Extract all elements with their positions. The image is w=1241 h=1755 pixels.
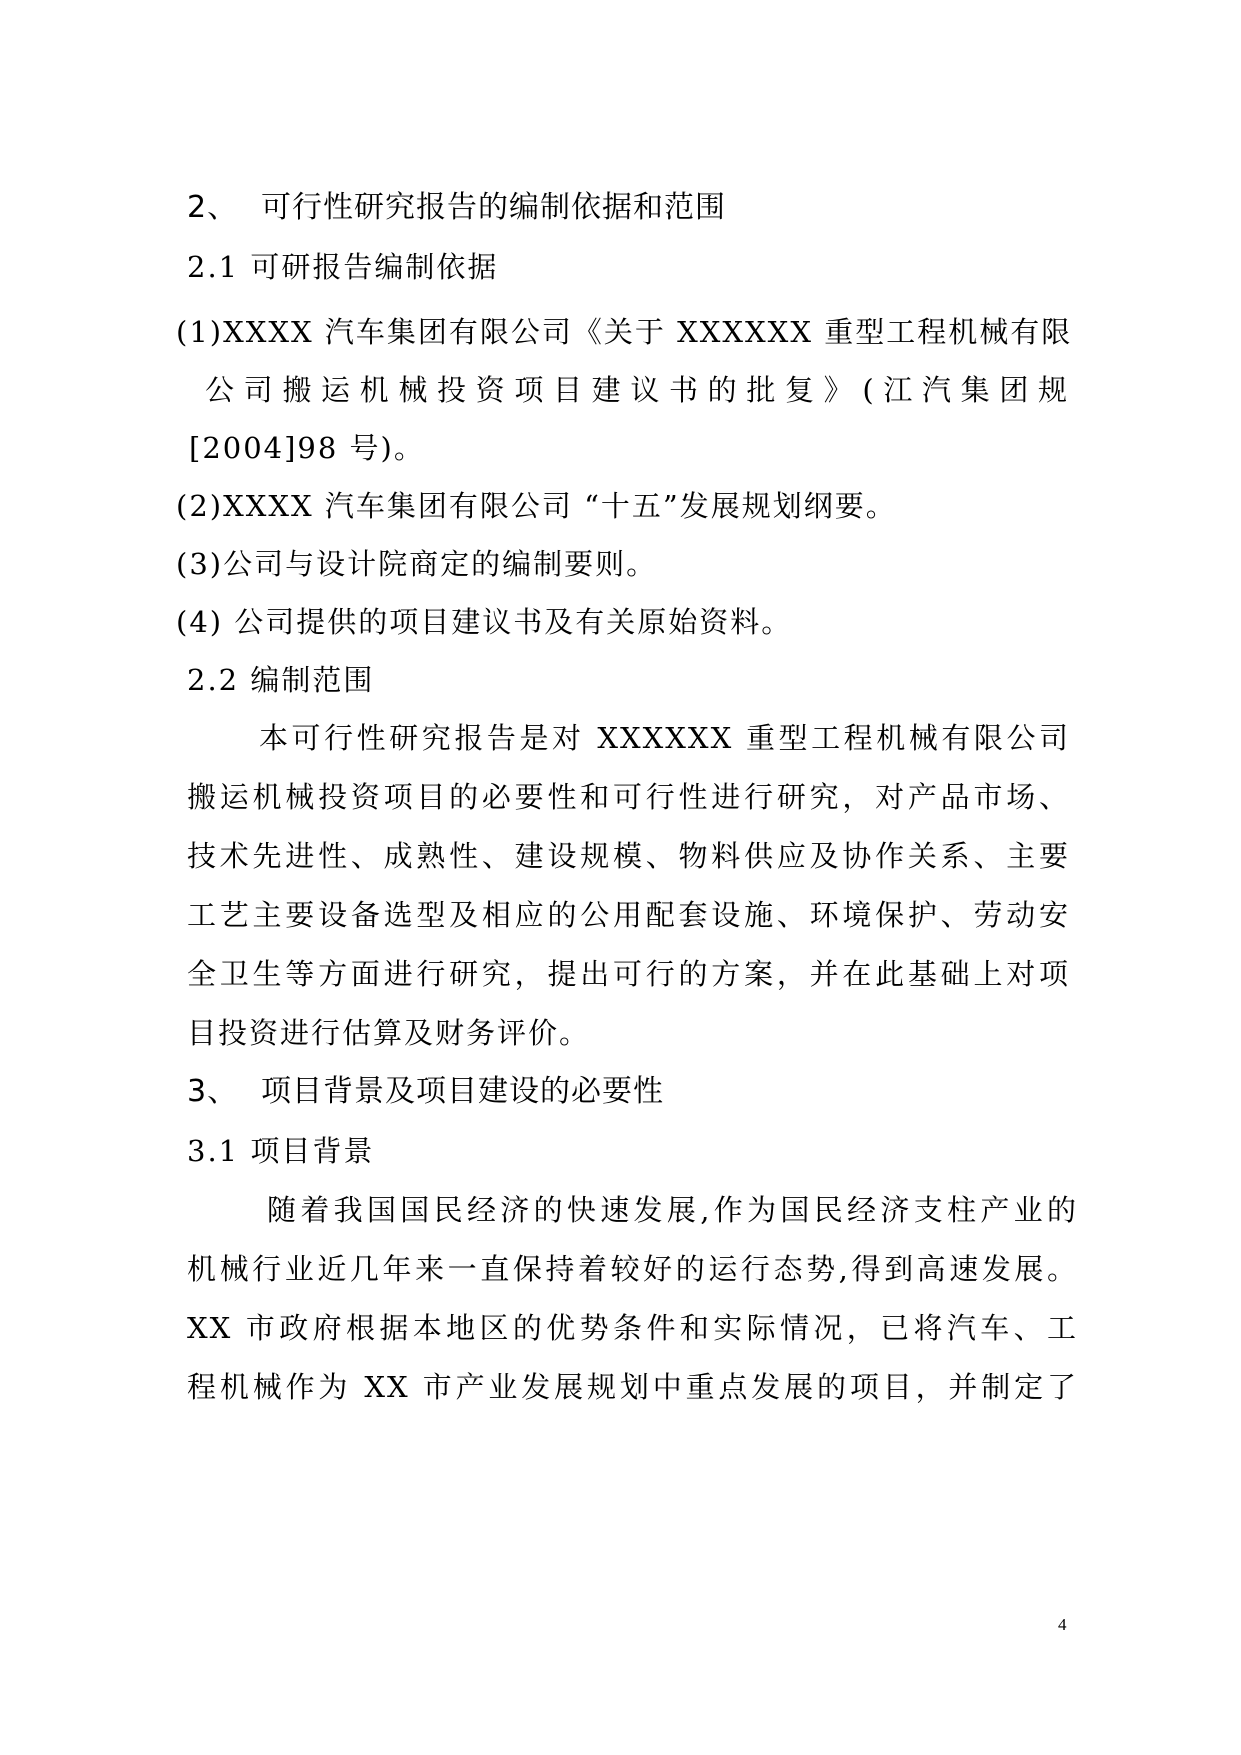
- scope-paragraph-line: 搬运机械投资项目的必要性和可行性进行研究，对产品市场、: [187, 780, 1070, 814]
- section-number: 2、: [187, 190, 239, 225]
- section-title: 可行性研究报告的编制依据和范围: [261, 190, 726, 225]
- section-title: 项目背景及项目建设的必要性: [261, 1074, 664, 1109]
- background-paragraph-line: 程机械作为 XX 市产业发展规划中重点发展的项目，并制定了: [187, 1370, 1078, 1404]
- basis-item-2: (2)XXXX 汽车集团有限公司 “十五”发展规划纲要。: [176, 489, 897, 523]
- scope-paragraph-line: 工艺主要设备选型及相应的公用配套设施、环境保护、劳动安: [187, 898, 1070, 932]
- scope-paragraph-line: 技术先进性、成熟性、建设规模、物料供应及协作关系、主要: [187, 839, 1070, 873]
- basis-item-1-line-2: 公司搬运机械投资项目建议书的批复》(江汽集团规: [205, 373, 1069, 407]
- subsection-2-1-heading: 2.1 可研报告编制依据: [187, 250, 499, 284]
- subsection-2-2-heading: 2.2 编制范围: [187, 663, 375, 697]
- background-paragraph-line: 随着我国国民经济的快速发展,作为国民经济支柱产业的: [267, 1193, 1078, 1227]
- scope-paragraph-line: 全卫生等方面进行研究，提出可行的方案，并在此基础上对项: [187, 957, 1070, 991]
- section-2-heading: [187, 188, 1077, 228]
- background-paragraph-line: 机械行业近几年来一直保持着较好的运行态势,得到高速发展。: [187, 1252, 1078, 1286]
- basis-item-3: (3)公司与设计院商定的编制要则。: [176, 547, 658, 581]
- subsection-3-1-heading: 3.1 项目背景: [187, 1134, 375, 1168]
- scope-paragraph-line: 本可行性研究报告是对 XXXXXX 重型工程机械有限公司: [259, 721, 1070, 755]
- section-3-heading: [187, 1072, 1077, 1112]
- basis-item-1-line-3: [2004]98 号)。: [189, 431, 425, 465]
- basis-item-1-line-1: (1)XXXX 汽车集团有限公司《关于 XXXXXX 重型工程机械有限: [176, 315, 1073, 349]
- scope-paragraph-line: 目投资进行估算及财务评价。: [187, 1016, 591, 1050]
- section-number: 3、: [187, 1074, 239, 1109]
- basis-item-4: (4) 公司提供的项目建议书及有关原始资料。: [176, 605, 793, 639]
- background-paragraph-line: XX 市政府根据本地区的优势条件和实际情况，已将汽车、工: [187, 1311, 1078, 1345]
- page-number: 4: [1058, 1615, 1067, 1634]
